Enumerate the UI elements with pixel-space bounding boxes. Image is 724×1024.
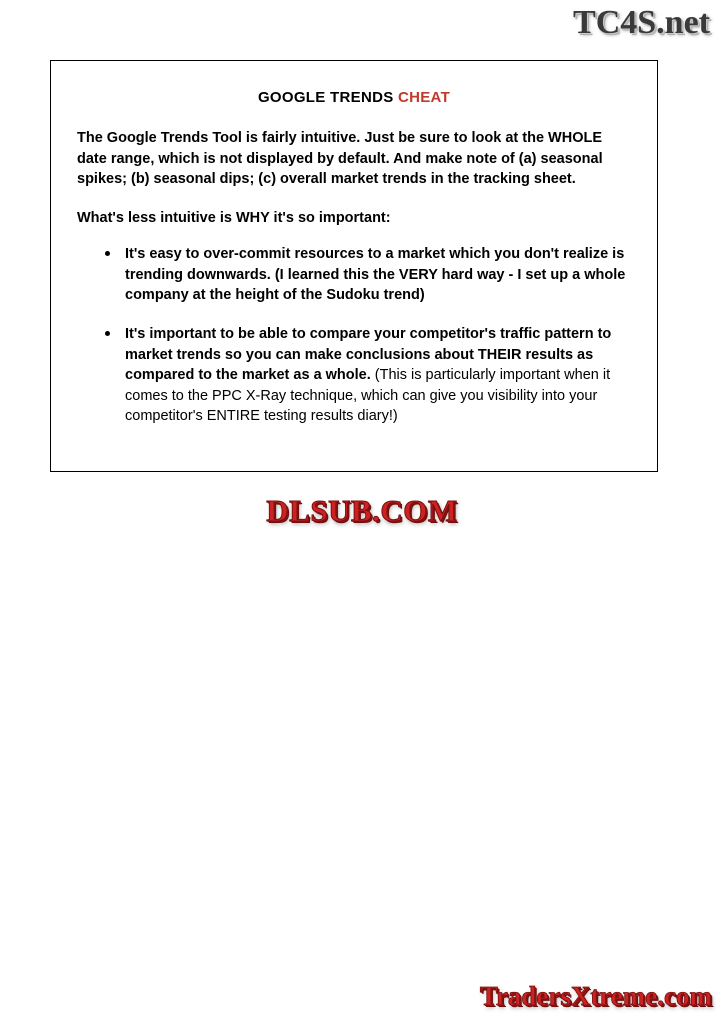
watermark-top-right: TC4S.net bbox=[573, 4, 710, 41]
bullet-dot-icon bbox=[105, 251, 110, 256]
intro-paragraph: The Google Trends Tool is fairly intuitive. Just be sure to look at the WHOLE date range, which is not displayed by default. And make note of (a) seasonal spikes; (b) seasonal dips; (c) overall market trends in the tracking sheet. bbox=[77, 130, 603, 188]
page-title-main: GOOGLE TRENDS bbox=[257, 89, 398, 106]
list-item bbox=[121, 324, 631, 427]
list-item-bold-text: It's important to be able to compare your competitor's traffic pattern to market trends so you can make conclusions about THEIR results as compared to the market as a whole. bbox=[125, 326, 612, 384]
page-title-accent: CHEAT bbox=[397, 89, 451, 106]
list-item-bold-text: It's easy to over-commit resources to a market which you don't realize is trending downwards. (I learned this the VERY hard way - I set up a whole company at the height of the Sudoku trend) bbox=[125, 246, 626, 304]
bullet-list bbox=[77, 244, 631, 427]
list-item-normal-text: (This is particularly important when it comes to the PPC X-Ray technique, which can give you visibility into your competitor's ENTIRE testing results diary!) bbox=[125, 367, 611, 425]
document-panel bbox=[50, 60, 658, 472]
center-logo-text: DLSUB.COM bbox=[266, 493, 458, 528]
page-title bbox=[77, 89, 631, 106]
lead-in-paragraph: What's less intuitive is WHY it's so important: bbox=[77, 209, 391, 226]
list-item bbox=[121, 244, 631, 306]
bullet-dot-icon bbox=[105, 331, 110, 336]
center-logo bbox=[0, 492, 724, 530]
watermark-bottom-right: TradersXtreme.com bbox=[479, 981, 712, 1011]
